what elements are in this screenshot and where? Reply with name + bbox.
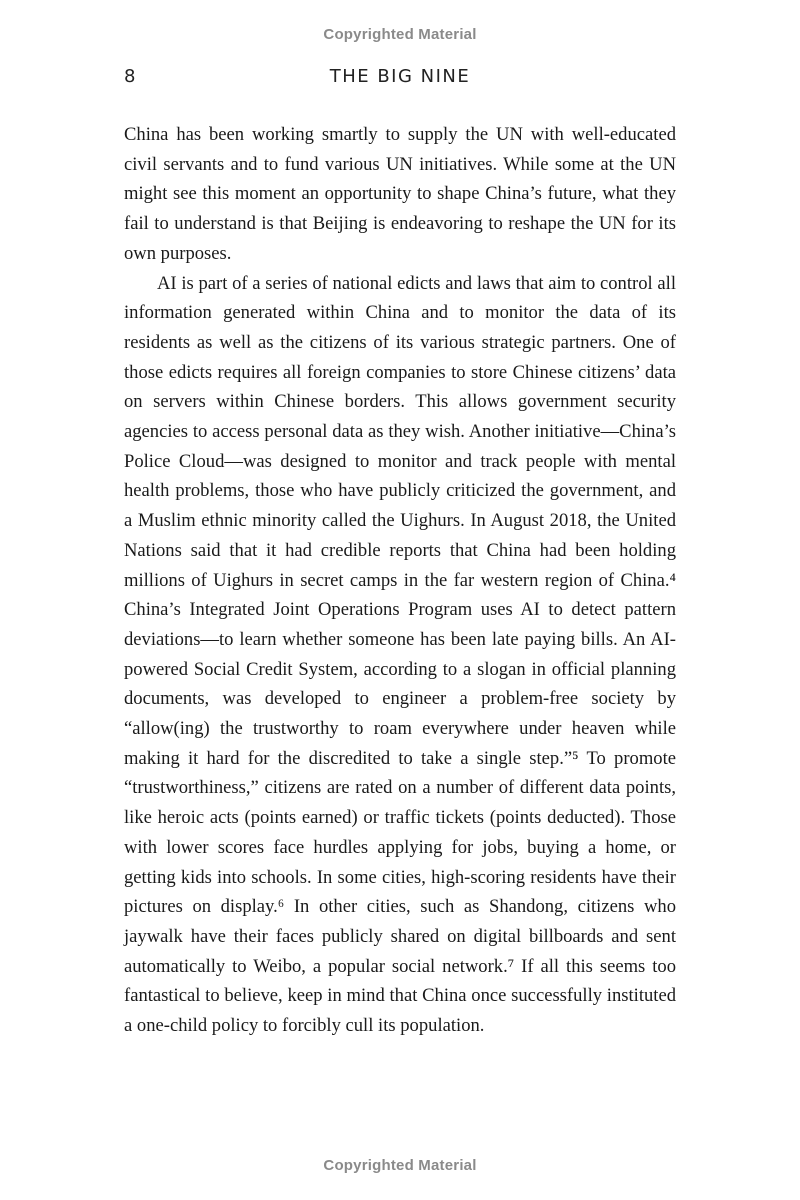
copyright-watermark-top: Copyrighted Material [323,26,477,43]
paragraph-2: AI is part of a series of national edicts and laws that aim to control all information generated within China and to monitor the data of its residents as well as the citizens of its various strategic partners. One of those edicts requires all foreign companies to store Chinese citizens’ data on servers within Chinese borders. This allows government security agencies to access personal data as they wish. Another initiative—China’s Police Cloud—was designed to monitor and track people with mental health problems, those who have publicly criticized the government, and a Muslim ethnic minority called the Uighurs. In August 2018, the United Nations said that it had credible reports that China had been holding millions of Uighurs in secret camps in the far western region of China.⁴ China’s Integrated Joint Operations Program uses AI to detect pattern deviations—to learn whether someone has been late paying bills. An AI-powered Social Credit System, according to a slogan in official planning documents, was developed to engineer a problem-free society by “allow(ing) the trustworthy to roam everywhere under heaven while making it hard for the discredited to take a single step.”⁵ To promote “trustworthiness,” citizens are rated on a number of different data points, like heroic acts (points earned) or traffic tickets (points deducted). Those with lower scores face hurdles applying for jobs, buying a home, or getting kids into schools. In some cities, high-scoring residents have their pictures on display.⁶ In other cities, such as Shandong, citizens who jaywalk have their faces publicly shared on digital billboards and sent automatically to Weibo, a popular social network.⁷ If all this seems too fantastical to believe, keep in mind that China once successfully instituted a one-child policy to forcibly cull its population. [124,272,676,1037]
page-number: 8 [124,66,136,87]
copyright-watermark-bottom: Copyrighted Material [323,1157,477,1174]
body-text [124,120,676,1041]
book-title: THE BIG NINE [329,66,471,87]
paragraph-1: China has been working smartly to supply the UN with well-educated civil servants and to fund various UN initiatives. While some at the UN might see this moment an opportunity to shape China’s future, what they fail to understand is that Beijing is endeavoring to reshape the UN for its own purposes. [124,124,676,264]
running-head [124,66,676,92]
